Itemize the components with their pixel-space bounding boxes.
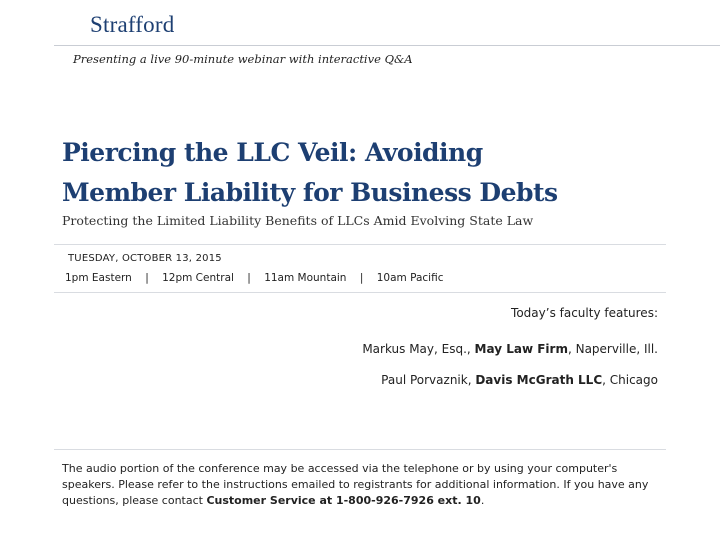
divider-bottom: [54, 449, 666, 450]
customer-service-contact: Customer Service at 1-800-926-7926 ext. 10: [206, 494, 481, 507]
webinar-title: [62, 133, 682, 213]
speaker-markus-may: [362, 342, 658, 356]
time-separator: |: [247, 272, 251, 284]
title-line-1: Piercing the LLC Veil: Avoiding: [62, 138, 483, 167]
time-separator: |: [145, 272, 149, 284]
speaker-location: , Naperville, Ill.: [567, 342, 658, 356]
divider-middle: [54, 292, 666, 293]
faculty-heading: Today’s faculty features:: [511, 306, 658, 320]
time-eastern: 1pm Eastern: [65, 272, 132, 284]
header-divider: [54, 45, 720, 46]
footer-text: The audio portion of the conference may be accessed via the telephone or by using your computer's speakers. Please refer to the instructions emailed to registrants for additional information. If you have any questions, please contact: [62, 462, 649, 507]
time-separator: |: [359, 272, 364, 284]
webinar-subtitle: Protecting the Limited Liability Benefits of LLCs Amid Evolving State Law: [62, 213, 534, 228]
strafford-logo: Strafford: [90, 12, 175, 37]
tagline: Presenting a live 90-minute webinar with interactive Q&A: [73, 52, 413, 66]
speaker-location: , Chicago: [602, 373, 658, 387]
audio-instructions: [62, 461, 662, 509]
speaker-name: Markus May, Esq.,: [362, 342, 475, 356]
webinar-times: [65, 272, 443, 284]
time-central: 12pm Central: [162, 272, 234, 284]
time-pacific: 10am Pacific: [376, 272, 444, 284]
footer-end: .: [480, 494, 485, 507]
title-line-2: Member Liability for Business Debts: [62, 178, 558, 207]
speaker-paul-porvaznik: [381, 373, 658, 387]
webinar-date: TUESDAY, OCTOBER 13, 2015: [68, 253, 222, 264]
speaker-name: Paul Porvaznik,: [381, 373, 476, 387]
speaker-firm: May Law Firm: [474, 342, 568, 356]
time-mountain: 11am Mountain: [264, 272, 347, 284]
speaker-firm: Davis McGrath LLC: [475, 373, 603, 387]
divider-top: [54, 244, 666, 245]
